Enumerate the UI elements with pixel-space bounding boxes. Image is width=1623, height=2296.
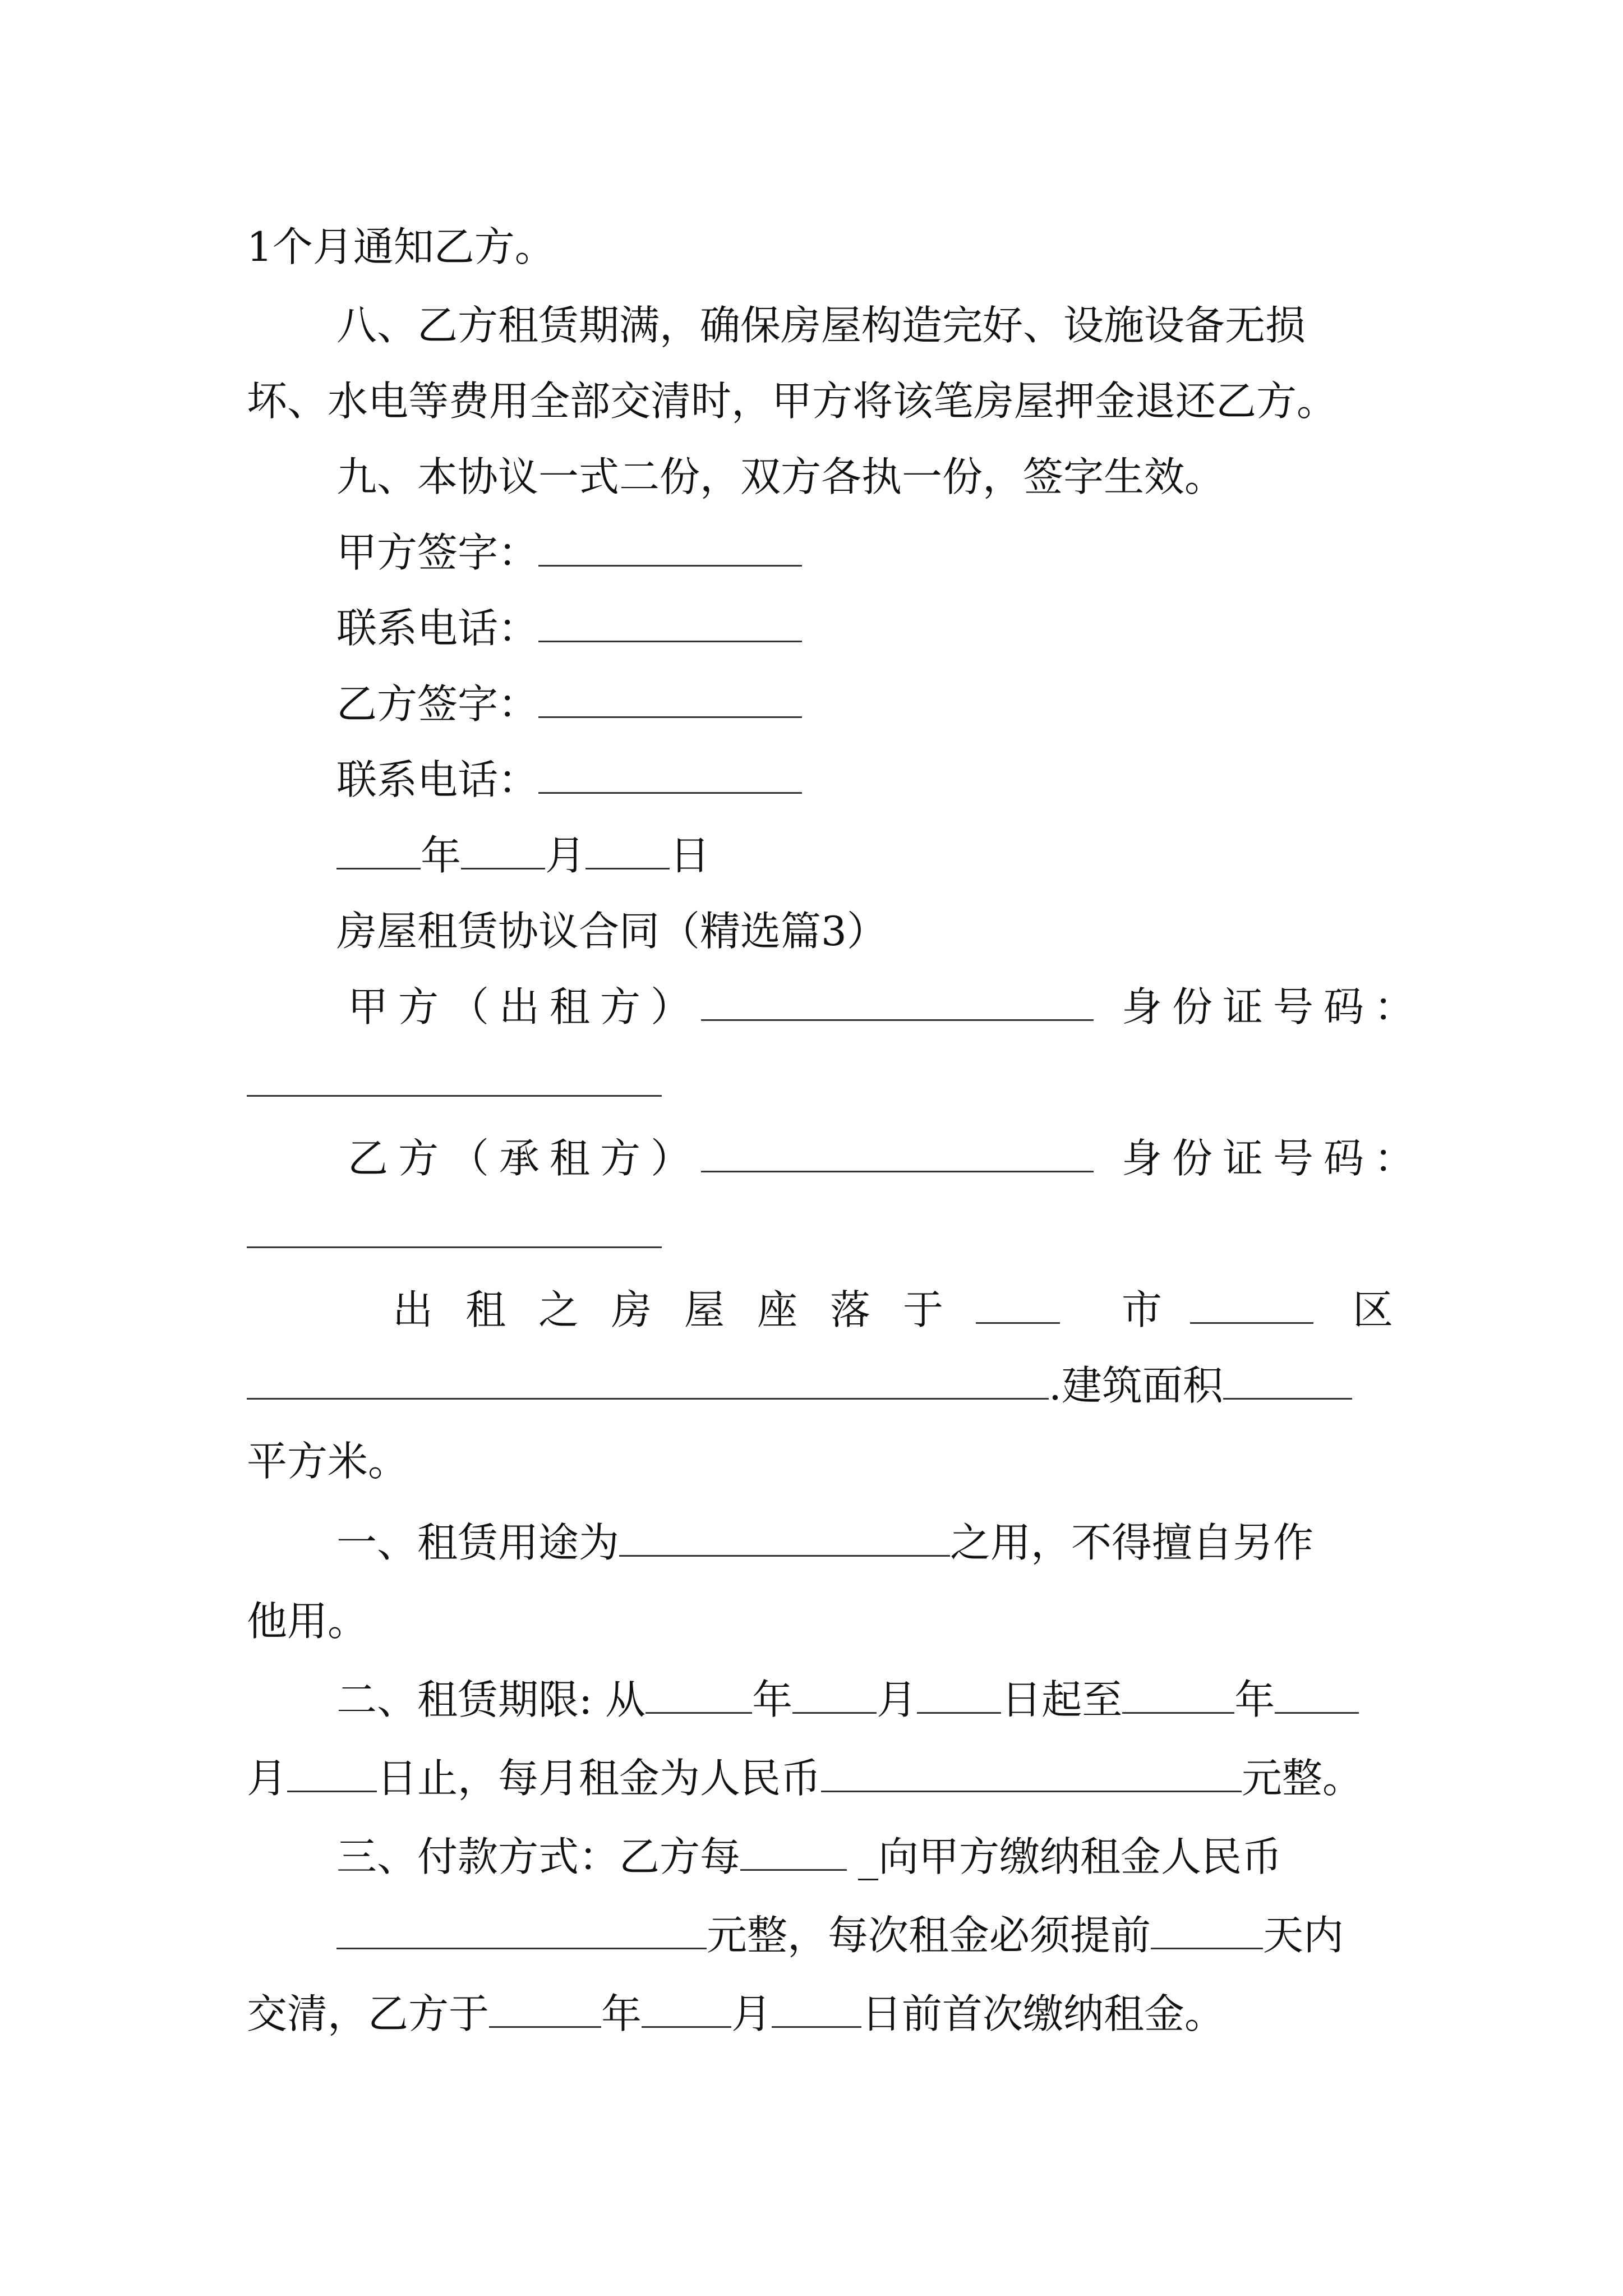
area-unit: 平方米。 — [247, 1438, 409, 1485]
day-blank[interactable] — [585, 830, 670, 869]
start-month-blank[interactable] — [792, 1674, 877, 1714]
signature-label: 乙方签字： — [336, 680, 539, 728]
date-line — [336, 827, 710, 884]
party-a-id-blank[interactable] — [247, 1057, 662, 1097]
month-label: 月 — [877, 1676, 917, 1723]
end-year-blank[interactable] — [1122, 1674, 1234, 1714]
phone-blank[interactable] — [538, 754, 802, 794]
year-label: 年 — [1234, 1676, 1275, 1723]
text-line: 1个月通知乙方。 — [247, 223, 555, 270]
party-a-id-line — [247, 1055, 662, 1111]
month-blank[interactable] — [461, 830, 545, 869]
clause-8-line-2: 坏、水电等费用全部交清时，甲方将该笔房屋押金退还乙方。 — [247, 378, 1338, 425]
year-blank[interactable] — [336, 830, 421, 869]
party-b-id-line — [247, 1206, 662, 1262]
payment-amount-blank[interactable] — [336, 1910, 707, 1949]
clause-1-line-2: 他用。 — [247, 1598, 368, 1645]
signature-blank[interactable] — [538, 527, 802, 567]
clause-3-mid: _向甲方缴纳租金人民币 — [858, 1833, 1283, 1880]
day-from-label: 日起至 — [1001, 1676, 1123, 1723]
clause-1-suffix: 之用，不得擅自另作 — [950, 1519, 1314, 1566]
party-b-name-blank[interactable] — [701, 1133, 1094, 1172]
amount-suffix: 元整，每次租金必须提前 — [707, 1912, 1151, 1959]
address-blank[interactable] — [247, 1360, 1049, 1400]
location-line-2 — [247, 1358, 1352, 1414]
signature-blank[interactable] — [538, 678, 802, 718]
month-label: 月 — [731, 1990, 772, 2037]
clause-3-line-3 — [247, 1986, 1225, 2042]
end-month-blank-part[interactable] — [1275, 1674, 1359, 1714]
city-blank[interactable] — [976, 1284, 1060, 1324]
clause-9: 九、本协议一式二份，双方各执一份，签字生效。 — [336, 453, 1225, 500]
clause-3-cont-prefix: 交清，乙方于 — [247, 1990, 490, 2037]
party-a-line — [348, 979, 1424, 1035]
clause-2-line-2 — [247, 1750, 1363, 1806]
id-label: 身份证号码： — [1122, 1135, 1425, 1182]
district-label: 区 — [1353, 1286, 1394, 1333]
advance-days-blank[interactable] — [1151, 1910, 1263, 1949]
area-blank[interactable] — [1223, 1360, 1352, 1400]
start-year-blank[interactable] — [645, 1674, 752, 1714]
end-day-blank[interactable] — [287, 1752, 377, 1792]
first-pay-month-blank[interactable] — [642, 1988, 731, 2028]
clause-8-line-1: 八、乙方租赁期满，确保房屋构造完好、设施设备无损 — [336, 302, 1306, 349]
clause-1-line-1 — [336, 1515, 1313, 1571]
phone-party-a — [336, 600, 802, 656]
start-day-blank[interactable] — [917, 1674, 1001, 1714]
first-pay-year-blank[interactable] — [489, 1988, 601, 2028]
year-label: 年 — [601, 1990, 642, 2037]
usage-blank[interactable] — [619, 1517, 950, 1557]
party-b-id-blank[interactable] — [247, 1208, 662, 1248]
day-label: 日 — [670, 832, 711, 879]
rent-suffix: 元整。 — [1242, 1755, 1363, 1802]
location-prefix: 出租之房屋座落于 — [393, 1286, 976, 1333]
payment-period-blank[interactable] — [740, 1831, 847, 1871]
location-line — [393, 1282, 1393, 1338]
party-a-label: 甲方（出租方） — [348, 983, 702, 1030]
party-b-line — [348, 1130, 1424, 1186]
area-label: .建筑面积 — [1049, 1362, 1223, 1409]
clause-3-line-2 — [336, 1907, 1344, 1963]
year-label: 年 — [421, 832, 462, 879]
phone-label: 联系电话： — [336, 756, 539, 803]
signature-label: 甲方签字： — [336, 529, 539, 576]
day-suffix: 日前首次缴纳租金。 — [861, 1990, 1225, 2037]
district-blank[interactable] — [1190, 1284, 1313, 1324]
clause-2-prefix: 二、租赁期限: 从 — [336, 1676, 646, 1723]
days-suffix: 天内 — [1263, 1912, 1344, 1959]
clause-1-prefix: 一、租赁用途为 — [336, 1519, 620, 1566]
phone-label: 联系电话： — [336, 605, 539, 652]
month-label: 月 — [545, 832, 586, 879]
city-label: 市 — [1122, 1286, 1163, 1333]
clause-2-line-1 — [336, 1672, 1359, 1728]
party-a-name-blank[interactable] — [701, 981, 1094, 1021]
month-label: 月 — [247, 1755, 288, 1802]
year-label: 年 — [752, 1676, 793, 1723]
phone-blank[interactable] — [538, 602, 802, 642]
clause-3-prefix: 三、付款方式：乙方每 — [336, 1833, 741, 1880]
id-label: 身份证号码： — [1122, 983, 1425, 1030]
phone-party-b — [336, 752, 802, 808]
party-b-label: 乙方（承租方） — [348, 1135, 702, 1182]
first-pay-day-blank[interactable] — [772, 1988, 861, 2028]
clause-3-line-1 — [336, 1829, 1282, 1885]
signature-party-b — [336, 676, 802, 732]
rent-amount-blank[interactable] — [821, 1752, 1242, 1792]
section-title: 房屋租赁协议合同（精选篇3） — [336, 908, 887, 955]
signature-party-a — [336, 524, 802, 581]
day-to-label: 日止，每月租金为人民币 — [377, 1755, 822, 1802]
